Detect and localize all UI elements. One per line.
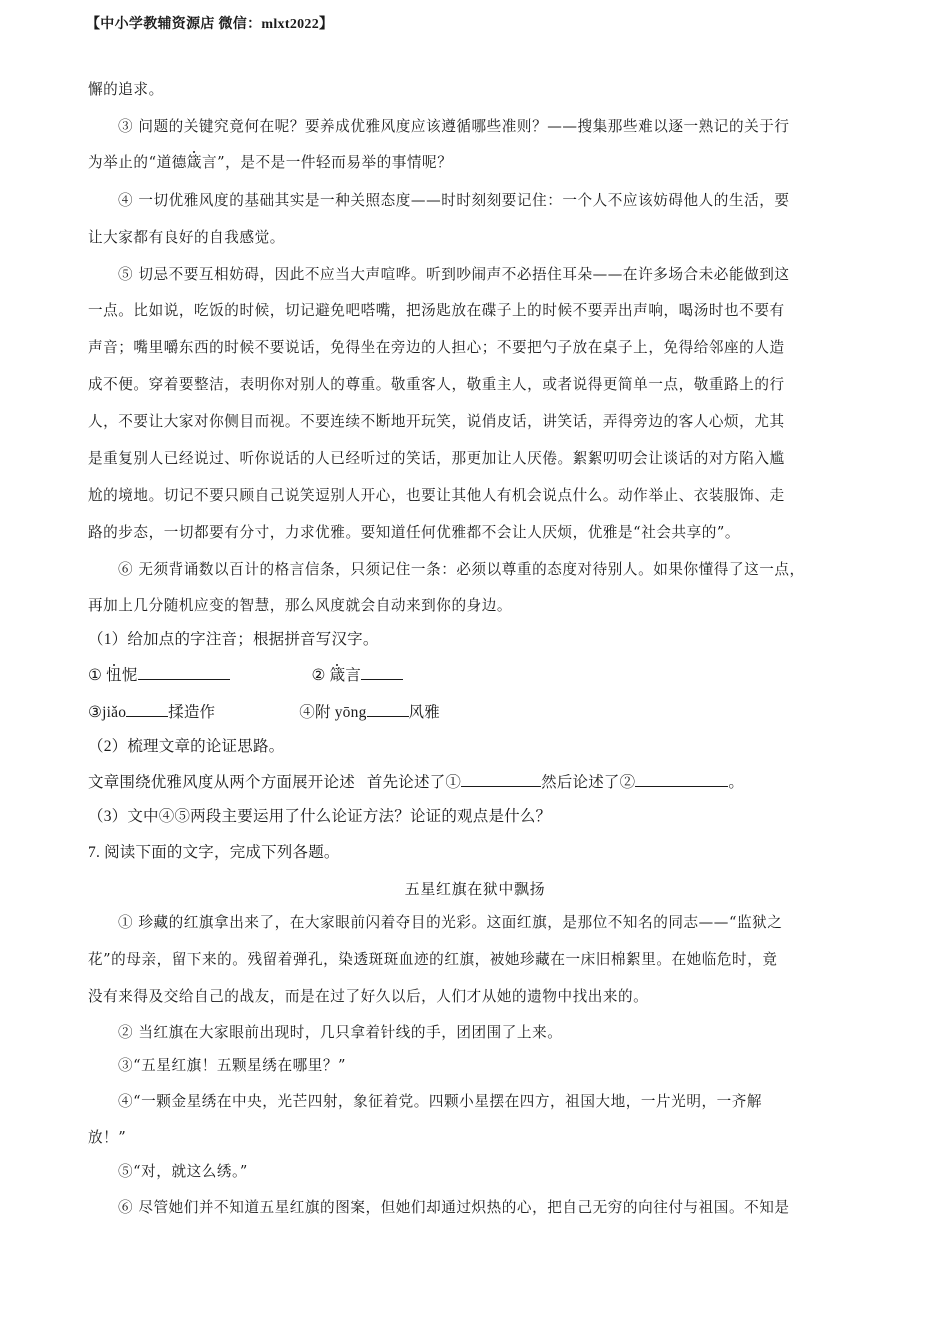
- question-1-row-b: [88, 702, 868, 723]
- paragraph-line: ③ 问题的关键究竟何在呢？要养成优雅风度应该遵循哪些准则？——搜集那些难以逐一熟记的关于行: [118, 118, 790, 135]
- answer-blank[interactable]: [367, 702, 409, 717]
- question-3: （3）文中④⑤两段主要运用了什么论证方法？论证的观点是什么？: [88, 808, 552, 825]
- paragraph-line: 是重复别人已经说过、听你说话的人已经听过的笑话，那更加让人厌倦。絮絮叨叨会让谈话的对方陷入尴: [88, 450, 785, 467]
- text-span: 为举止的“道德: [88, 154, 187, 171]
- item-number: ①: [88, 667, 103, 684]
- text-span: 然后论述了②: [541, 774, 636, 791]
- paragraph-line: 人，不要让大家对你侧目而视。不要连续不断地开玩笑，说俏皮话，讲笑话，弄得旁边的客人心烦，尤其: [88, 413, 785, 430]
- paragraph-line: 再加上几分随机应变的智慧，那么风度就会自动来到你的身边。: [88, 597, 513, 614]
- paragraph-line: 花”的母亲，留下来的。残留着弹孔，染透斑斑血迹的红旗，被她珍藏在一床旧棉絮里。在她临危时，竟: [88, 951, 778, 968]
- paragraph-line: ⑤ 切忌不要互相妨碍，因此不应当大声喧哗。听到吵闹声不必捂住耳朵——在许多场合未必能做到这: [118, 266, 790, 283]
- paragraph-line: ④“一颗金星绣在中央，光芒四射，象征着党。四颗小星摆在四方，祖国大地，一片光明，一齐解: [118, 1093, 763, 1110]
- dotted-character: 箴: [186, 154, 203, 171]
- paragraph-line: 一点。比如说，吃饭的时候，切记避免吧嗒嘴，把汤匙放在碟子上的时候不要弄出声响，喝汤时也不要有: [88, 302, 785, 319]
- paragraph-line: [88, 153, 868, 173]
- paragraph-line: 没有来得及交给自己的战友，而是在过了好久以后，人们才从她的遗物中找出来的。: [88, 988, 649, 1005]
- paragraph-line: 放！”: [88, 1129, 127, 1146]
- item-number: ②: [311, 667, 326, 684]
- paragraph-line: ① 珍藏的红旗拿出来了，在大家眼前闪着夺目的光彩。这面红旗，是那位不知名的同志——“监狱之: [118, 914, 783, 931]
- question-2-answer-line: [88, 772, 868, 793]
- text-span: 文章围绕优雅风度从两个方面展开论述: [88, 774, 355, 791]
- paragraph-line: 路的步态，一切都要有分寸，力求优雅。要知道任何优雅都不会让人厌烦，优雅是“社会共享的”。: [88, 524, 741, 541]
- answer-blank[interactable]: [138, 665, 230, 680]
- answer-blank[interactable]: [635, 772, 728, 787]
- question-2: （2）梳理文章的论证思路。: [88, 738, 285, 755]
- text-span: 揉造作: [168, 704, 216, 721]
- answer-blank[interactable]: [461, 772, 541, 787]
- paragraph-line: ⑥ 无须背诵数以百计的格言信条，只须记住一条：必须以尊重的态度对待别人。如果你懂得了这一点，: [118, 561, 805, 578]
- text-span: 怩: [121, 667, 138, 684]
- question-1: （1）给加点的字注音；根据拼音写汉字。: [88, 631, 379, 648]
- text-span: 。: [728, 774, 745, 791]
- text-span: ③jiǎo: [88, 704, 127, 721]
- dotted-character: 箴: [329, 667, 346, 684]
- paragraph-line: ⑤“对，就这么绣。”: [118, 1163, 248, 1180]
- paragraph-line: ⑥ 尽管她们并不知道五星红旗的图案，但她们却通过炽热的心，把自己无穷的向往付与祖国。不知是: [118, 1199, 790, 1216]
- paragraph-line: ③“五星红旗！五颗星绣在哪里？”: [118, 1057, 347, 1074]
- question-1-row-a: [88, 665, 868, 686]
- paragraph-line: 让大家都有良好的自我感觉。: [88, 229, 285, 246]
- paragraph-line: 声音；嘴里嚼东西的时候不要说话，免得坐在旁边的人担心；不要把勺子放在桌子上，免得给邻座的人造: [88, 339, 785, 356]
- paragraph-line: ④ 一切优雅风度的基础其实是一种关照态度——时时刻刻要记住：一个人不应该妨碍他人的生活，要: [118, 192, 790, 209]
- text-span: 言: [345, 667, 362, 684]
- article-title: 五星红旗在狱中飘扬: [404, 880, 546, 898]
- paragraph-line: 尬的境地。切记不要只顾自己说笑逗别人开心，也要让其他人有机会说点什么。动作举止、衣装服饰、走: [88, 487, 785, 504]
- paragraph-line: 懈的追求。: [88, 81, 164, 98]
- answer-blank[interactable]: [126, 702, 168, 717]
- text-span: 首先论述了①: [366, 774, 462, 791]
- question-7: 7. 阅读下面的文字，完成下列各题。: [88, 844, 340, 861]
- answer-blank[interactable]: [361, 665, 403, 680]
- page-header: 【中小学教辅资源店 微信：mlxt2022】: [86, 17, 334, 32]
- text-span: ④附 yōng: [299, 704, 367, 721]
- paragraph-line: ② 当红旗在大家眼前出现时，几只拿着针线的手，团团围了上来。: [118, 1024, 563, 1041]
- text-span: 风雅: [408, 704, 440, 721]
- dotted-character: 忸: [106, 667, 122, 684]
- text-span: 言”，是不是一件轻而易举的事情呢？: [202, 154, 453, 171]
- paragraph-line: 成不便。穿着要整洁，表明你对别人的尊重。敬重客人，敬重主人，或者说得更简单一点，敬重路上的行: [88, 376, 785, 393]
